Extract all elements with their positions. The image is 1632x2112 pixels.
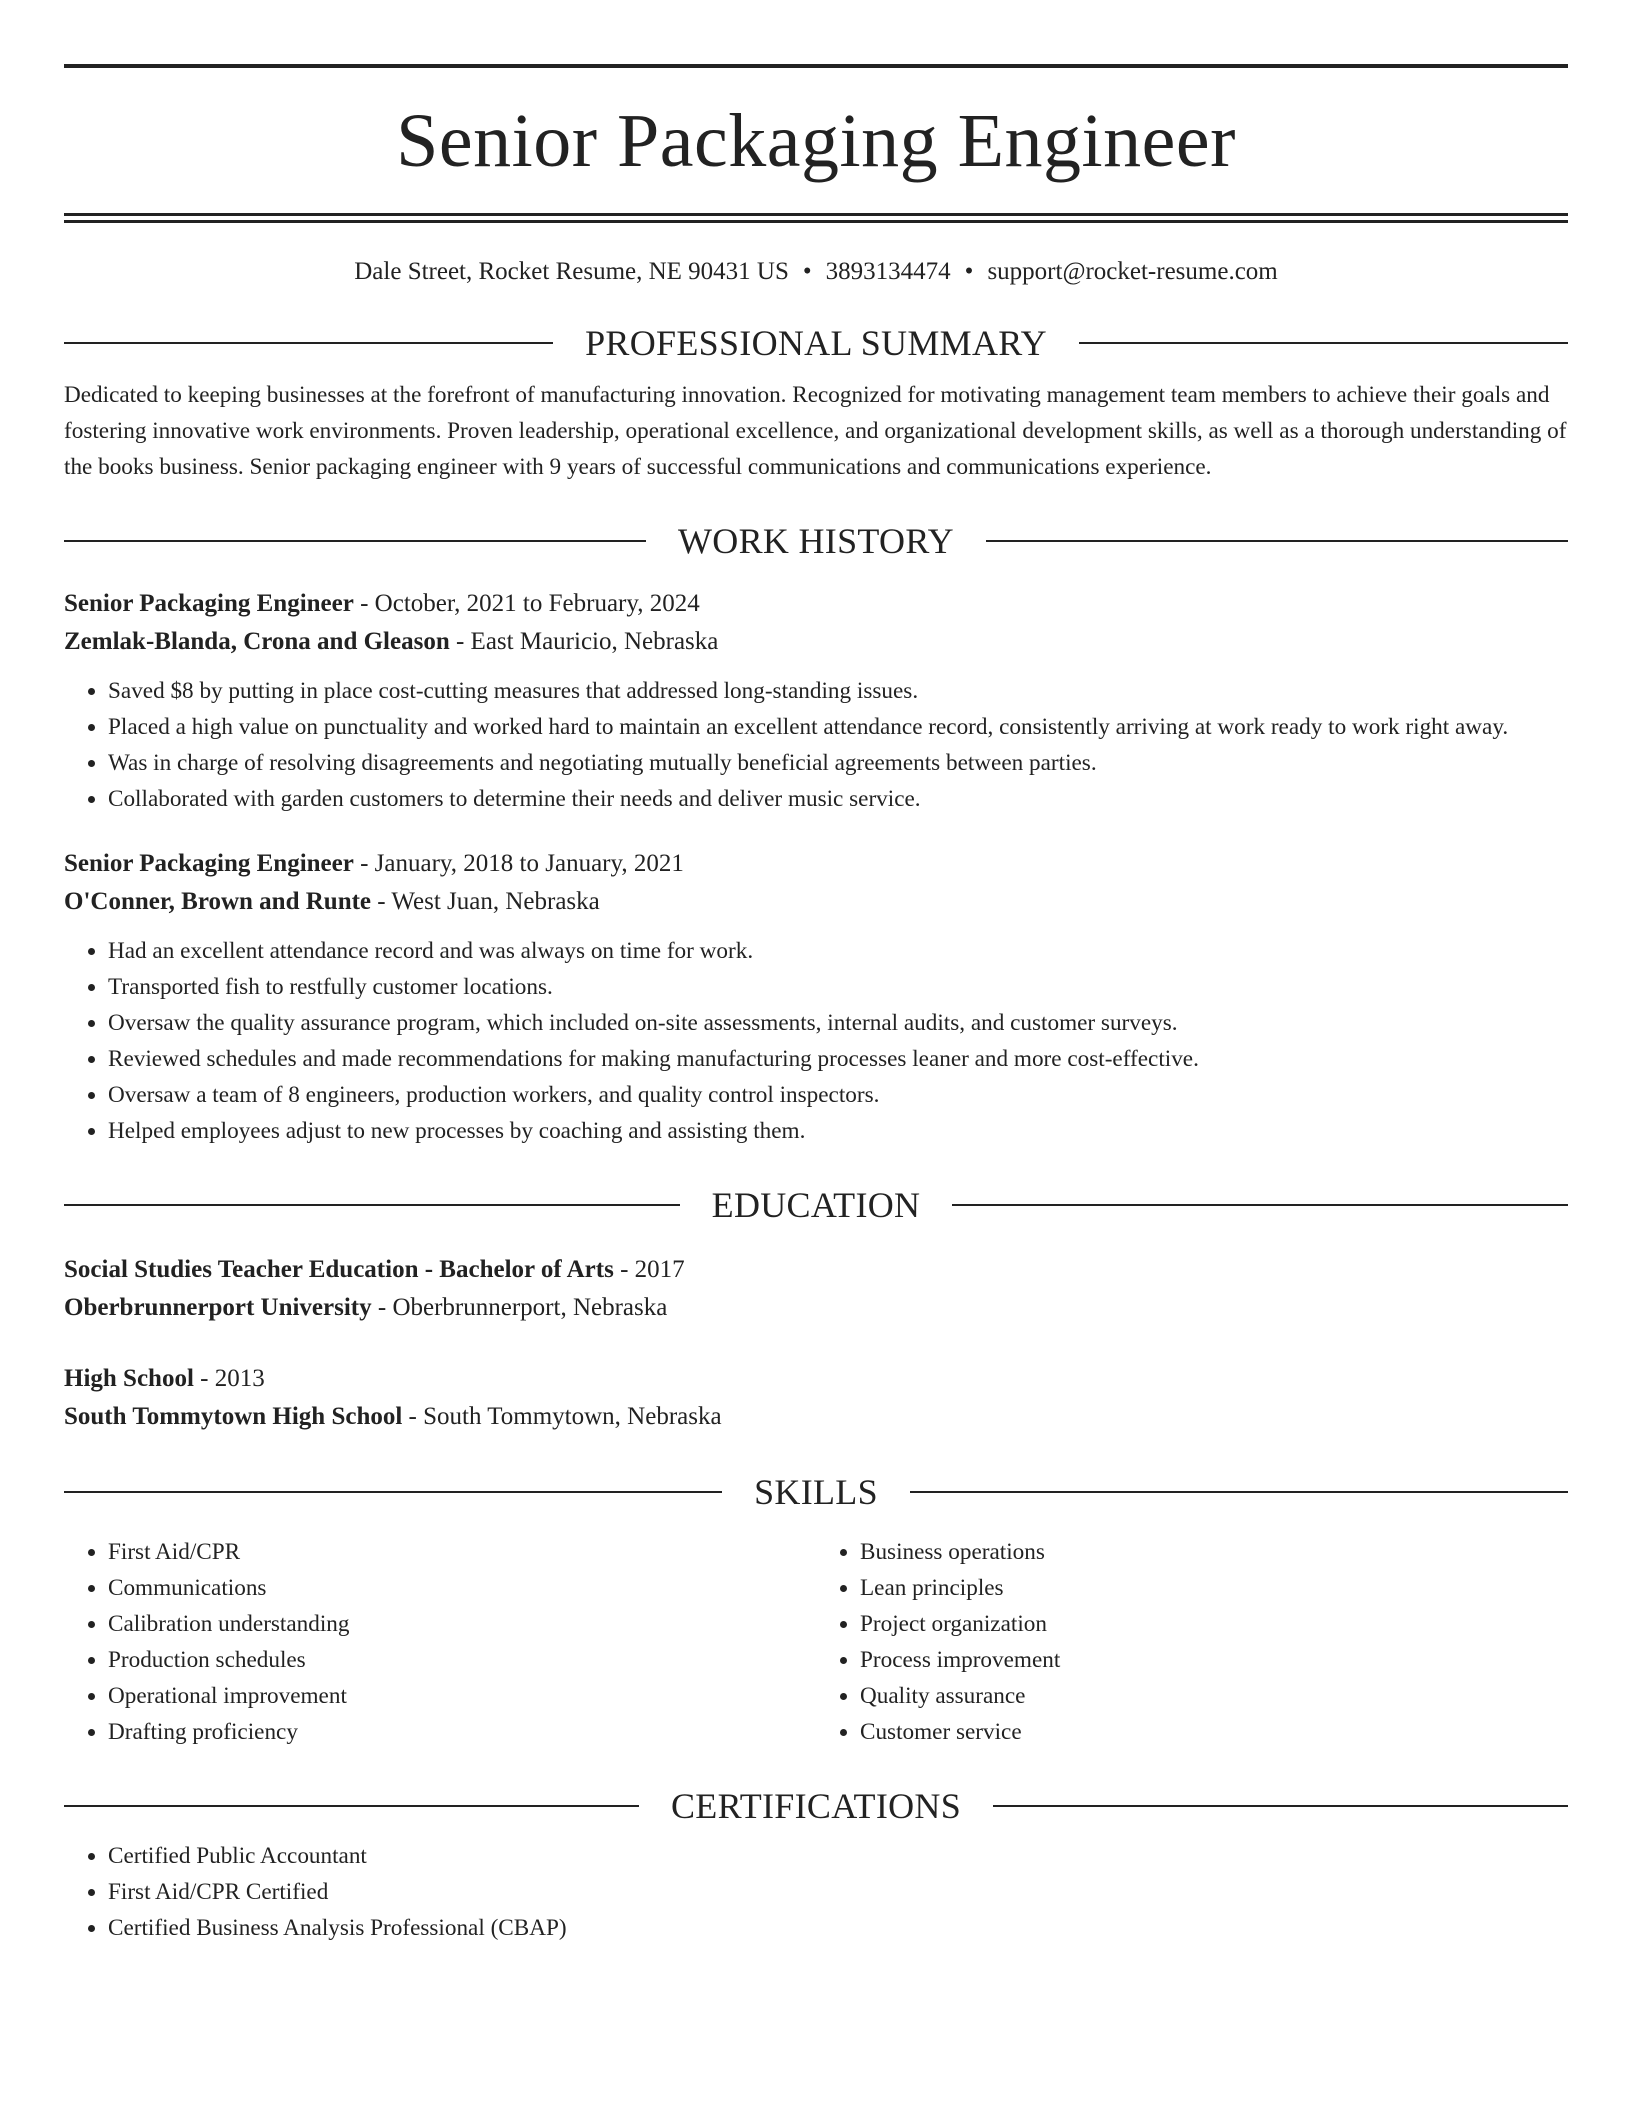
list-item: • Placed a high value on punctuality and worked hard to maintain an excellent attendance record, consistently arriving at work ready to work right away. bbox=[108, 709, 1568, 745]
job-company: Zemlak-Blanda, Crona and Gleason bbox=[64, 628, 450, 655]
education-school: Oberbrunnerport University bbox=[64, 1294, 372, 1321]
job-company-line bbox=[64, 623, 1568, 661]
section-heading-certifications bbox=[64, 1786, 1568, 1826]
list-item: • Saved $8 by putting in place cost-cutting measures that addressed long-standing issues. bbox=[108, 673, 1568, 709]
list-item: • Certified Public Accountant bbox=[108, 1838, 1568, 1874]
heading-rule bbox=[64, 540, 646, 542]
contact-phone: 3893134474 bbox=[825, 258, 951, 285]
list-item: • Project organization bbox=[860, 1606, 1568, 1642]
list-item: • Production schedules bbox=[108, 1642, 816, 1678]
contact-separator: • bbox=[964, 258, 974, 285]
contact-line bbox=[64, 257, 1568, 287]
list-item: • Oversaw a team of 8 engineers, production workers, and quality control inspectors. bbox=[108, 1077, 1568, 1113]
heading-rule bbox=[64, 342, 553, 344]
education-school-line bbox=[64, 1398, 1568, 1436]
resume-page bbox=[64, 64, 1568, 1946]
list-item: • First Aid/CPR Certified bbox=[108, 1874, 1568, 1910]
section-title: SKILLS bbox=[754, 1472, 878, 1512]
list-item: • Operational improvement bbox=[108, 1678, 816, 1714]
education-degree-line bbox=[64, 1251, 1568, 1289]
list-item: • First Aid/CPR bbox=[108, 1534, 816, 1570]
list-item: • Process improvement bbox=[860, 1642, 1568, 1678]
education-school: South Tommytown High School bbox=[64, 1403, 403, 1430]
list-item: • Helped employees adjust to new processes by coaching and assisting them. bbox=[108, 1113, 1568, 1149]
heading-rule bbox=[1079, 342, 1568, 344]
education-year: - 2017 bbox=[613, 1256, 685, 1283]
list-item: • Oversaw the quality assurance program, which included on-site assessments, internal audits, and customer surveys. bbox=[108, 1005, 1568, 1041]
skills-list-left bbox=[64, 1534, 816, 1750]
list-item: • Certified Business Analysis Professional (CBAP) bbox=[108, 1910, 1568, 1946]
heading-rule bbox=[910, 1491, 1568, 1493]
list-item: • Quality assurance bbox=[860, 1678, 1568, 1714]
education-location: - Oberbrunnerport, Nebraska bbox=[371, 1294, 668, 1321]
education-school-line bbox=[64, 1289, 1568, 1327]
heading-rule bbox=[952, 1204, 1568, 1206]
section-heading-work-history bbox=[64, 521, 1568, 561]
list-item: • Calibration understanding bbox=[108, 1606, 816, 1642]
job-entry bbox=[64, 845, 1568, 1149]
heading-rule bbox=[64, 1805, 639, 1807]
section-title: CERTIFICATIONS bbox=[670, 1786, 962, 1826]
heading-rule bbox=[64, 1491, 722, 1493]
job-dates: - October, 2021 to February, 2024 bbox=[353, 590, 700, 617]
section-title: PROFESSIONAL SUMMARY bbox=[585, 323, 1047, 363]
top-rule bbox=[64, 64, 1568, 68]
list-item: • Reviewed schedules and made recommendations for making manufacturing processes leaner and more cost-effective. bbox=[108, 1041, 1568, 1077]
certifications-list bbox=[64, 1838, 1568, 1946]
list-item: • Had an excellent attendance record and was always on time for work. bbox=[108, 933, 1568, 969]
job-role-line bbox=[64, 845, 1568, 883]
resume-title: Senior Packaging Engineer bbox=[396, 99, 1236, 183]
section-heading-education bbox=[64, 1185, 1568, 1225]
job-bullets bbox=[64, 933, 1568, 1149]
summary-text: Dedicated to keeping businesses at the forefront of manufacturing innovation. Recognized for motivating management team members to achieve their goals and fostering innovative work environments. Proven leadership, operational excellence, and organizational development skills, as well as a thorough understanding of the books business. Senior packaging engineer with 9 years of successful communications and communications experience. bbox=[64, 382, 1567, 480]
job-role-line bbox=[64, 585, 1568, 623]
title-double-rule bbox=[64, 213, 1568, 223]
heading-rule bbox=[64, 1204, 680, 1206]
job-dates: - January, 2018 to January, 2021 bbox=[353, 850, 684, 877]
skills-list-right bbox=[816, 1534, 1568, 1750]
list-item: • Communications bbox=[108, 1570, 816, 1606]
job-company: O'Conner, Brown and Runte bbox=[64, 888, 372, 915]
list-item: • Customer service bbox=[860, 1714, 1568, 1750]
section-title: EDUCATION bbox=[711, 1185, 921, 1225]
education-entry bbox=[64, 1360, 1568, 1436]
section-heading-summary bbox=[64, 323, 1568, 363]
job-company-line bbox=[64, 883, 1568, 921]
section-title: WORK HISTORY bbox=[678, 521, 954, 561]
job-location: - East Mauricio, Nebraska bbox=[449, 628, 719, 655]
job-role: Senior Packaging Engineer bbox=[64, 590, 354, 617]
education-entry bbox=[64, 1251, 1568, 1327]
list-item: • Business operations bbox=[860, 1534, 1568, 1570]
contact-email: support@rocket-resume.com bbox=[987, 258, 1278, 285]
skills-columns bbox=[64, 1534, 1568, 1750]
list-item: • Transported fish to restfully customer locations. bbox=[108, 969, 1568, 1005]
job-entry bbox=[64, 585, 1568, 817]
education-location: - South Tommytown, Nebraska bbox=[402, 1403, 722, 1430]
job-role: Senior Packaging Engineer bbox=[64, 850, 354, 877]
list-item: • Lean principles bbox=[860, 1570, 1568, 1606]
job-bullets bbox=[64, 673, 1568, 817]
section-heading-skills bbox=[64, 1472, 1568, 1512]
job-location: - West Juan, Nebraska bbox=[371, 888, 600, 915]
list-item: • Collaborated with garden customers to determine their needs and deliver music service. bbox=[108, 781, 1568, 817]
list-item: • Drafting proficiency bbox=[108, 1714, 816, 1750]
heading-rule bbox=[993, 1805, 1568, 1807]
heading-rule bbox=[986, 540, 1568, 542]
education-degree: High School bbox=[64, 1365, 194, 1392]
education-degree-line bbox=[64, 1360, 1568, 1398]
education-year: - 2013 bbox=[193, 1365, 265, 1392]
education-degree: Social Studies Teacher Education - Bachelor of Arts bbox=[64, 1256, 614, 1283]
contact-separator: • bbox=[802, 258, 812, 285]
list-item: • Was in charge of resolving disagreements and negotiating mutually beneficial agreements between parties. bbox=[108, 745, 1568, 781]
contact-address: Dale Street, Rocket Resume, NE 90431 US bbox=[354, 258, 789, 285]
